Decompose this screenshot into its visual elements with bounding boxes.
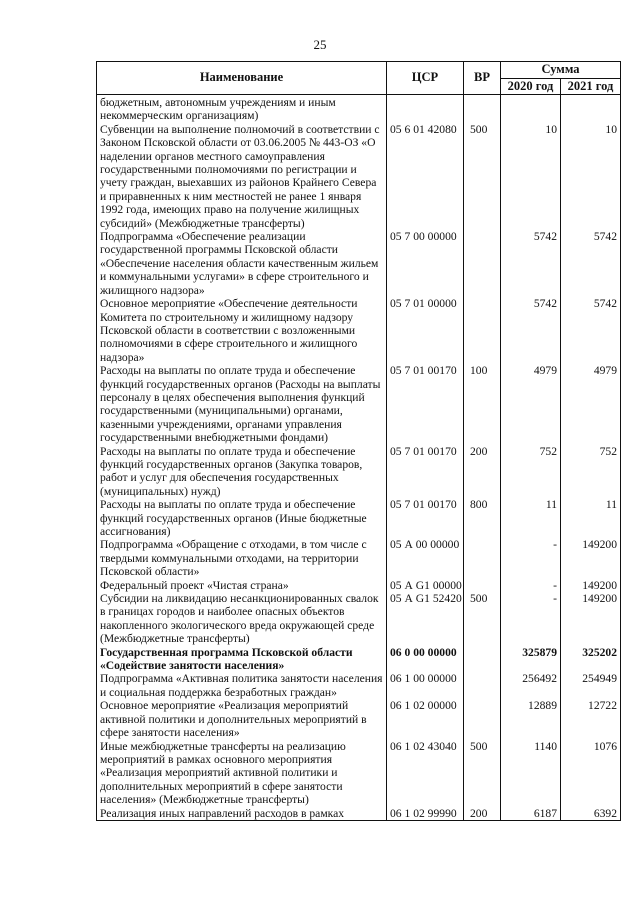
row-sum-2020: 256492 — [501, 672, 561, 699]
row-name: Государственная программа Псковской области «Содействие занятости населения» — [97, 646, 387, 673]
row-name: Подпрограмма «Активная политика занятости населения и социальная поддержка безработных граждан» — [97, 672, 387, 699]
table-row — [97, 445, 621, 499]
table-row — [97, 364, 621, 444]
row-vr — [464, 95, 501, 123]
row-sum-2020: 1140 — [501, 740, 561, 807]
row-vr — [464, 297, 501, 364]
row-sum-2021: 325202 — [561, 646, 621, 673]
row-sum-2021: 149200 — [561, 592, 621, 646]
row-vr — [464, 699, 501, 739]
row-vr: 500 — [464, 740, 501, 807]
row-vr — [464, 230, 501, 297]
row-sum-2020 — [501, 95, 561, 123]
header-name: Наименование — [97, 62, 387, 95]
row-sum-2020: 752 — [501, 445, 561, 499]
row-csr: 05 7 00 00000 — [387, 230, 464, 297]
table-row — [97, 123, 621, 230]
row-sum-2020: 5742 — [501, 230, 561, 297]
header-csr: ЦСР — [387, 62, 464, 95]
row-sum-2020: 10 — [501, 123, 561, 230]
row-csr: 06 1 02 43040 — [387, 740, 464, 807]
row-csr: 05 А G1 52420 — [387, 592, 464, 646]
table-row — [97, 297, 621, 364]
row-sum-2021: 752 — [561, 445, 621, 499]
row-sum-2020: - — [501, 579, 561, 592]
row-sum-2021: 6392 — [561, 807, 621, 821]
header-vr: ВР — [464, 62, 501, 95]
table-row — [97, 807, 621, 821]
row-name: Расходы на выплаты по оплате труда и обеспечение функций государственных органов (Иные бюджетные ассигнования) — [97, 498, 387, 538]
row-csr: 06 0 00 00000 — [387, 646, 464, 673]
table-body — [97, 95, 621, 821]
table-header — [97, 62, 621, 95]
row-name: Субвенции на выполнение полномочий в соответствии с Законом Псковской области от 03.06.2005 № 443-ОЗ «О наделении органов местного самоуправления государственными полномочиями по регистрации и учету граждан, выехавших из районов Крайнего Севера и приравненных к ним местностей не ранее 1 января 1992 года, имеющих право на получение жилищных субсидий» (Межбюджетные трансферты) — [97, 123, 387, 230]
row-sum-2020: - — [501, 538, 561, 578]
row-csr: 05 7 01 00170 — [387, 445, 464, 499]
row-sum-2021: 5742 — [561, 297, 621, 364]
row-name: Основное мероприятие «Реализация мероприятий активной политики и дополнительных мероприятий в сфере занятости населения» — [97, 699, 387, 739]
row-csr: 06 1 02 00000 — [387, 699, 464, 739]
row-sum-2021: 254949 — [561, 672, 621, 699]
table-row — [97, 538, 621, 578]
row-name: Реализация иных направлений расходов в рамках — [97, 807, 387, 821]
table-row — [97, 498, 621, 538]
row-vr: 800 — [464, 498, 501, 538]
row-name: Иные межбюджетные трансферты на реализацию мероприятий в рамках основного мероприятия «Реализация мероприятий активной политики и дополнительных мероприятий в сфере занятости населения» (Межбюджетные трансферты) — [97, 740, 387, 807]
row-csr: 05 7 01 00000 — [387, 297, 464, 364]
table-row — [97, 579, 621, 592]
row-name: Федеральный проект «Чистая страна» — [97, 579, 387, 592]
row-sum-2020: - — [501, 592, 561, 646]
row-sum-2020: 12889 — [501, 699, 561, 739]
row-vr — [464, 579, 501, 592]
row-csr: 05 7 01 00170 — [387, 364, 464, 444]
row-sum-2021: 4979 — [561, 364, 621, 444]
row-sum-2020: 11 — [501, 498, 561, 538]
table-row — [97, 95, 621, 123]
row-name: Основное мероприятие «Обеспечение деятельности Комитета по строительному и жилищному надзору Псковской области в соответствии с возложенными полномочиями в сфере строительного и жилищного надзора» — [97, 297, 387, 364]
row-sum-2020: 325879 — [501, 646, 561, 673]
row-sum-2021: 5742 — [561, 230, 621, 297]
row-sum-2021: 149200 — [561, 538, 621, 578]
row-name: Субсидии на ликвидацию несанкционированных свалок в границах городов и наиболее опасных объектов накопленного экологического вреда окружающей среде (Межбюджетные трансферты) — [97, 592, 387, 646]
row-name: Расходы на выплаты по оплате труда и обеспечение функций государственных органов (Расходы на выплаты персоналу в целях обеспечения выполнения функций государственными (муниципальными) органами, казенными учреждениями, органами управления государственными внебюджетными фондами) — [97, 364, 387, 444]
row-sum-2020: 5742 — [501, 297, 561, 364]
row-sum-2021: 149200 — [561, 579, 621, 592]
budget-table — [96, 61, 621, 821]
row-vr: 500 — [464, 123, 501, 230]
table-row — [97, 740, 621, 807]
header-year-2020: 2020 год — [501, 78, 561, 95]
table-row — [97, 699, 621, 739]
row-csr: 05 А 00 00000 — [387, 538, 464, 578]
header-sum: Сумма — [501, 62, 621, 79]
row-csr — [387, 95, 464, 123]
row-vr: 500 — [464, 592, 501, 646]
row-sum-2021: 12722 — [561, 699, 621, 739]
row-sum-2020: 6187 — [501, 807, 561, 821]
row-vr — [464, 672, 501, 699]
table-row — [97, 646, 621, 673]
row-name: Подпрограмма «Обращение с отходами, в том числе с твердыми коммунальными отходами, на территории Псковской области» — [97, 538, 387, 578]
row-vr — [464, 538, 501, 578]
row-name: Подпрограмма «Обеспечение реализации государственной программы Псковской области «Обеспечение населения области качественным жильем и коммунальными услугами» в сфере строительного и жилищного надзора» — [97, 230, 387, 297]
page-number: 25 — [313, 37, 327, 52]
row-csr: 06 1 00 00000 — [387, 672, 464, 699]
row-sum-2021: 10 — [561, 123, 621, 230]
row-vr: 200 — [464, 807, 501, 821]
row-vr: 100 — [464, 364, 501, 444]
row-vr — [464, 646, 501, 673]
row-vr: 200 — [464, 445, 501, 499]
row-csr: 05 6 01 42080 — [387, 123, 464, 230]
table-row — [97, 672, 621, 699]
row-sum-2021: 1076 — [561, 740, 621, 807]
table-row — [97, 592, 621, 646]
row-sum-2020: 4979 — [501, 364, 561, 444]
row-sum-2021 — [561, 95, 621, 123]
table-row — [97, 230, 621, 297]
row-name: бюджетным, автономным учреждениям и иным некоммерческим организациям) — [97, 95, 387, 123]
row-sum-2021: 11 — [561, 498, 621, 538]
row-name: Расходы на выплаты по оплате труда и обеспечение функций государственных органов (Закупка товаров, работ и услуг для обеспечения государственных (муниципальных) нужд) — [97, 445, 387, 499]
header-year-2021: 2021 год — [561, 78, 621, 95]
row-csr: 06 1 02 99990 — [387, 807, 464, 821]
row-csr: 05 А G1 00000 — [387, 579, 464, 592]
row-csr: 05 7 01 00170 — [387, 498, 464, 538]
